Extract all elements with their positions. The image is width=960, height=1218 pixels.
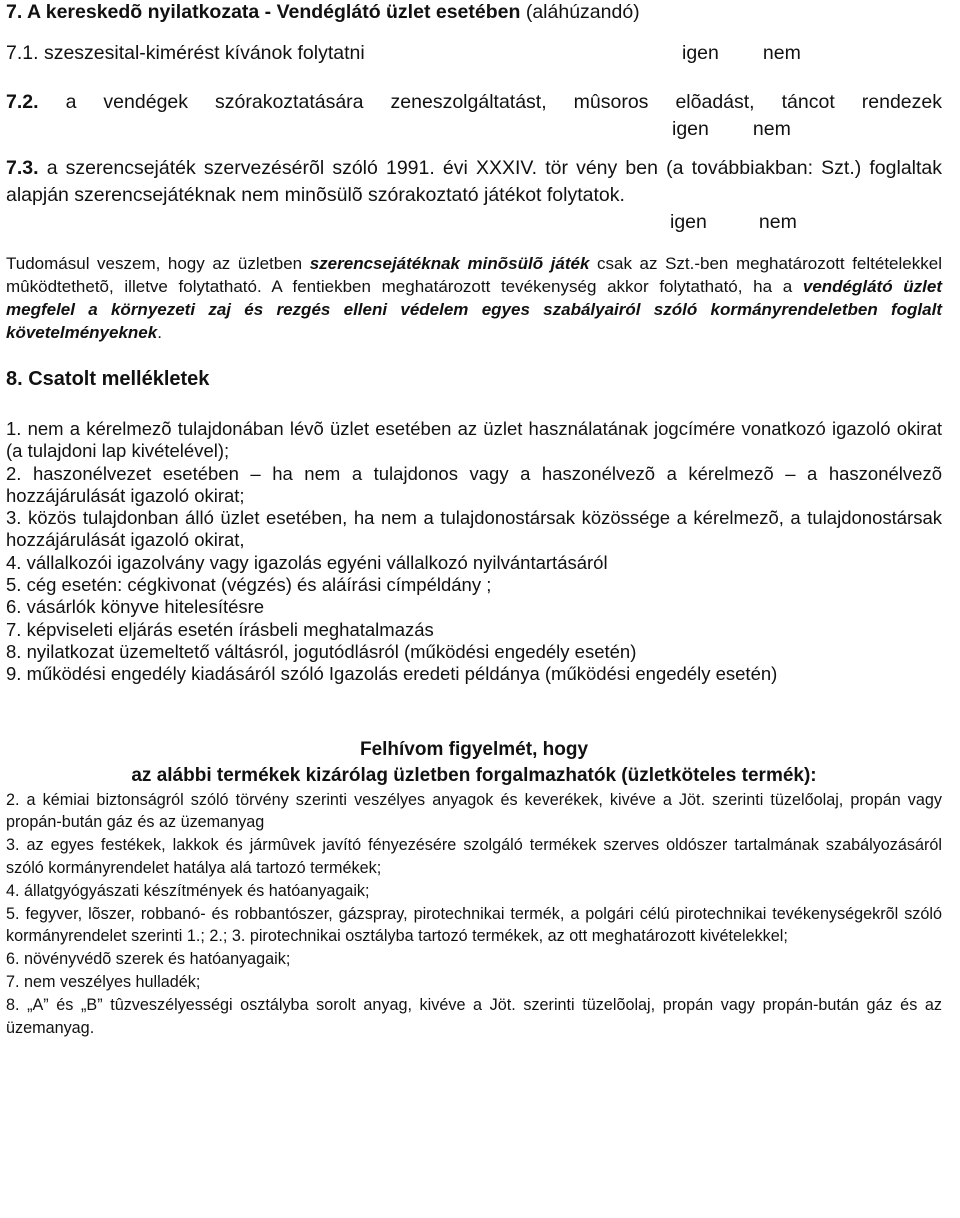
item-7-1-yes-option[interactable]: igen bbox=[682, 42, 719, 64]
restricted-product-item: 8. „A” és „B” tûzveszélyességi osztályba sorolt anyag, kivéve a Jöt. szerinti tüzelõolaj, propán vagy propán-bután gáz és az üzemanyag. bbox=[6, 995, 942, 1037]
item-7-3-number: 7.3. bbox=[6, 157, 39, 179]
restricted-products-list bbox=[6, 789, 942, 1040]
notice-paragraph bbox=[6, 252, 942, 344]
restricted-product-item: 6. növényvédõ szerek és hatóanyagaik; bbox=[6, 950, 291, 969]
item-7-2-line bbox=[6, 89, 942, 116]
item-7-3-yes-option[interactable]: igen bbox=[670, 211, 707, 233]
attachment-item: 3. közös tulajdonban álló üzlet esetében, ha nem a tulajdonostársak közössége a kérelmezõ, a tulajdonostársak hozzájárulását igazoló okirat, bbox=[6, 507, 942, 551]
attention-subtitle: az alábbi termékek kizárólag üzletben forgalmazhatók (üzletköteles termék): bbox=[131, 764, 817, 786]
item-7-3-choices bbox=[670, 209, 797, 236]
item-7-2-choice-row bbox=[6, 116, 942, 143]
notice-emphasis-2: vendéglátó üzlet megfelel a környezeti zaj és rezgés elleni védelem egyes szabályairól szóló kormányrendeletben foglalt követelményeknek bbox=[6, 277, 942, 342]
item-7-1-choices bbox=[682, 40, 801, 67]
restricted-product-item: 4. állatgyógyászati készítmények és hatóanyagaik; bbox=[6, 881, 370, 900]
item-7-1-text: 7.1. szeszesital-kimérést kívánok folytatni bbox=[6, 42, 365, 64]
restricted-product-item: 3. az egyes festékek, lakkok és jármûvek javító fényezésére szolgáló termékek szerves oldószer tartalmának szabályozásáról szóló kormányrendelet hatálya alá tartozó termékek; bbox=[6, 836, 942, 877]
notice-text-3: . bbox=[157, 323, 162, 342]
attachment-item: 6. vásárlók könyve hitelesítésre bbox=[6, 596, 265, 618]
item-7-3-paragraph bbox=[6, 155, 942, 209]
item-7-3-choice-row bbox=[6, 209, 942, 236]
attachments-list bbox=[6, 418, 942, 686]
item-7-2-text: a vendégek szórakoztatására zeneszolgáltatást, mûsoros elõadást, táncot rendezek bbox=[65, 91, 942, 113]
item-7-1 bbox=[6, 40, 942, 67]
section-7-heading: 7. A kereskedõ nyilatkozata - Vendéglátó üzlet esetében bbox=[6, 1, 521, 23]
item-7-2 bbox=[6, 89, 942, 143]
attachment-item: 4. vállalkozói igazolvány vagy igazolás egyéni vállalkozó nyilvántartásáról bbox=[6, 551, 608, 573]
item-7-2-yes-option[interactable]: igen bbox=[672, 118, 709, 140]
notice-text-2: csak az Szt.-ben meghatározott feltételekkel mûködtethetõ, illetve folytatható. A fentiekben meghatározott tevékenység akkor folytatható, ha a bbox=[6, 254, 942, 296]
attachment-item: 2. haszonélvezet esetében – ha nem a tulajdonos vagy a haszonélvezõ a kérelmezõ – a haszonélvezõ hozzájárulását igazoló okirat; bbox=[6, 462, 942, 506]
attachment-item: 7. képviseleti eljárás esetén írásbeli meghatalmazás bbox=[6, 618, 434, 640]
item-7-2-number: 7.2. bbox=[6, 91, 39, 113]
attention-title: Felhívom figyelmét, hogy bbox=[359, 738, 589, 760]
attachment-item: 1. nem a kérelmezõ tulajdonában lévõ üzlet esetében az üzlet használatának jogcímére vonatkozó igazoló okirat (a tulajdoni lap kivételével); bbox=[6, 418, 942, 462]
section-8-title: 8. Csatolt mellékletek bbox=[6, 368, 210, 390]
restricted-product-item: 2. a kémiai biztonságról szóló törvény szerinti veszélyes anyagok és keverékek, kivéve a Jöt. szerinti tüzelőolaj, propán vagy propán-bután gáz és az üzemanyag bbox=[6, 790, 942, 832]
restricted-product-item: 7. nem veszélyes hulladék; bbox=[6, 972, 201, 991]
item-7-1-no-option[interactable]: nem bbox=[762, 42, 801, 64]
item-7-3 bbox=[6, 155, 942, 236]
attachment-item: 8. nyilatkozat üzemeltető váltásról, jogutódlásról (működési engedély esetén) bbox=[6, 640, 637, 662]
item-7-3-text: a szerencsejáték szervezésérõl szóló 1991. évi XXXIV. tör vény ben (a továbbiakban: Szt.) foglaltak alapján szerencsejátéknak nem minõsülõ szórakoztató játékot folytatok. bbox=[6, 157, 943, 206]
item-7-3-no-option[interactable]: nem bbox=[758, 211, 797, 233]
item-7-2-choices bbox=[672, 116, 791, 143]
attachment-item: 9. működési engedély kiadásáról szóló Igazolás eredeti példánya (működési engedély esetén) bbox=[6, 663, 778, 685]
section-7-title bbox=[6, 0, 942, 24]
notice-emphasis-1: szerencsejátéknak minõsülõ játék bbox=[309, 254, 590, 273]
attachment-item: 5. cég esetén: cégkivonat (végzés) és aláírási címpéldány ; bbox=[6, 574, 492, 596]
section-7-note: (aláhúzandó) bbox=[525, 1, 640, 23]
notice-text-1: Tudomásul veszem, hogy az üzletben bbox=[6, 254, 303, 273]
restricted-product-item: 5. fegyver, lõszer, robbanó- és robbantószer, gázspray, pirotechnikai termék, a polgári célú pirotechnikai tevékenységekrõl szóló kormányrendelet szerinti 1.; 2.; 3. pirotechnikai osztályba tartozó termékek, az ott meghatározott kivételekkel; bbox=[6, 904, 942, 946]
item-7-2-no-option[interactable]: nem bbox=[752, 118, 791, 140]
